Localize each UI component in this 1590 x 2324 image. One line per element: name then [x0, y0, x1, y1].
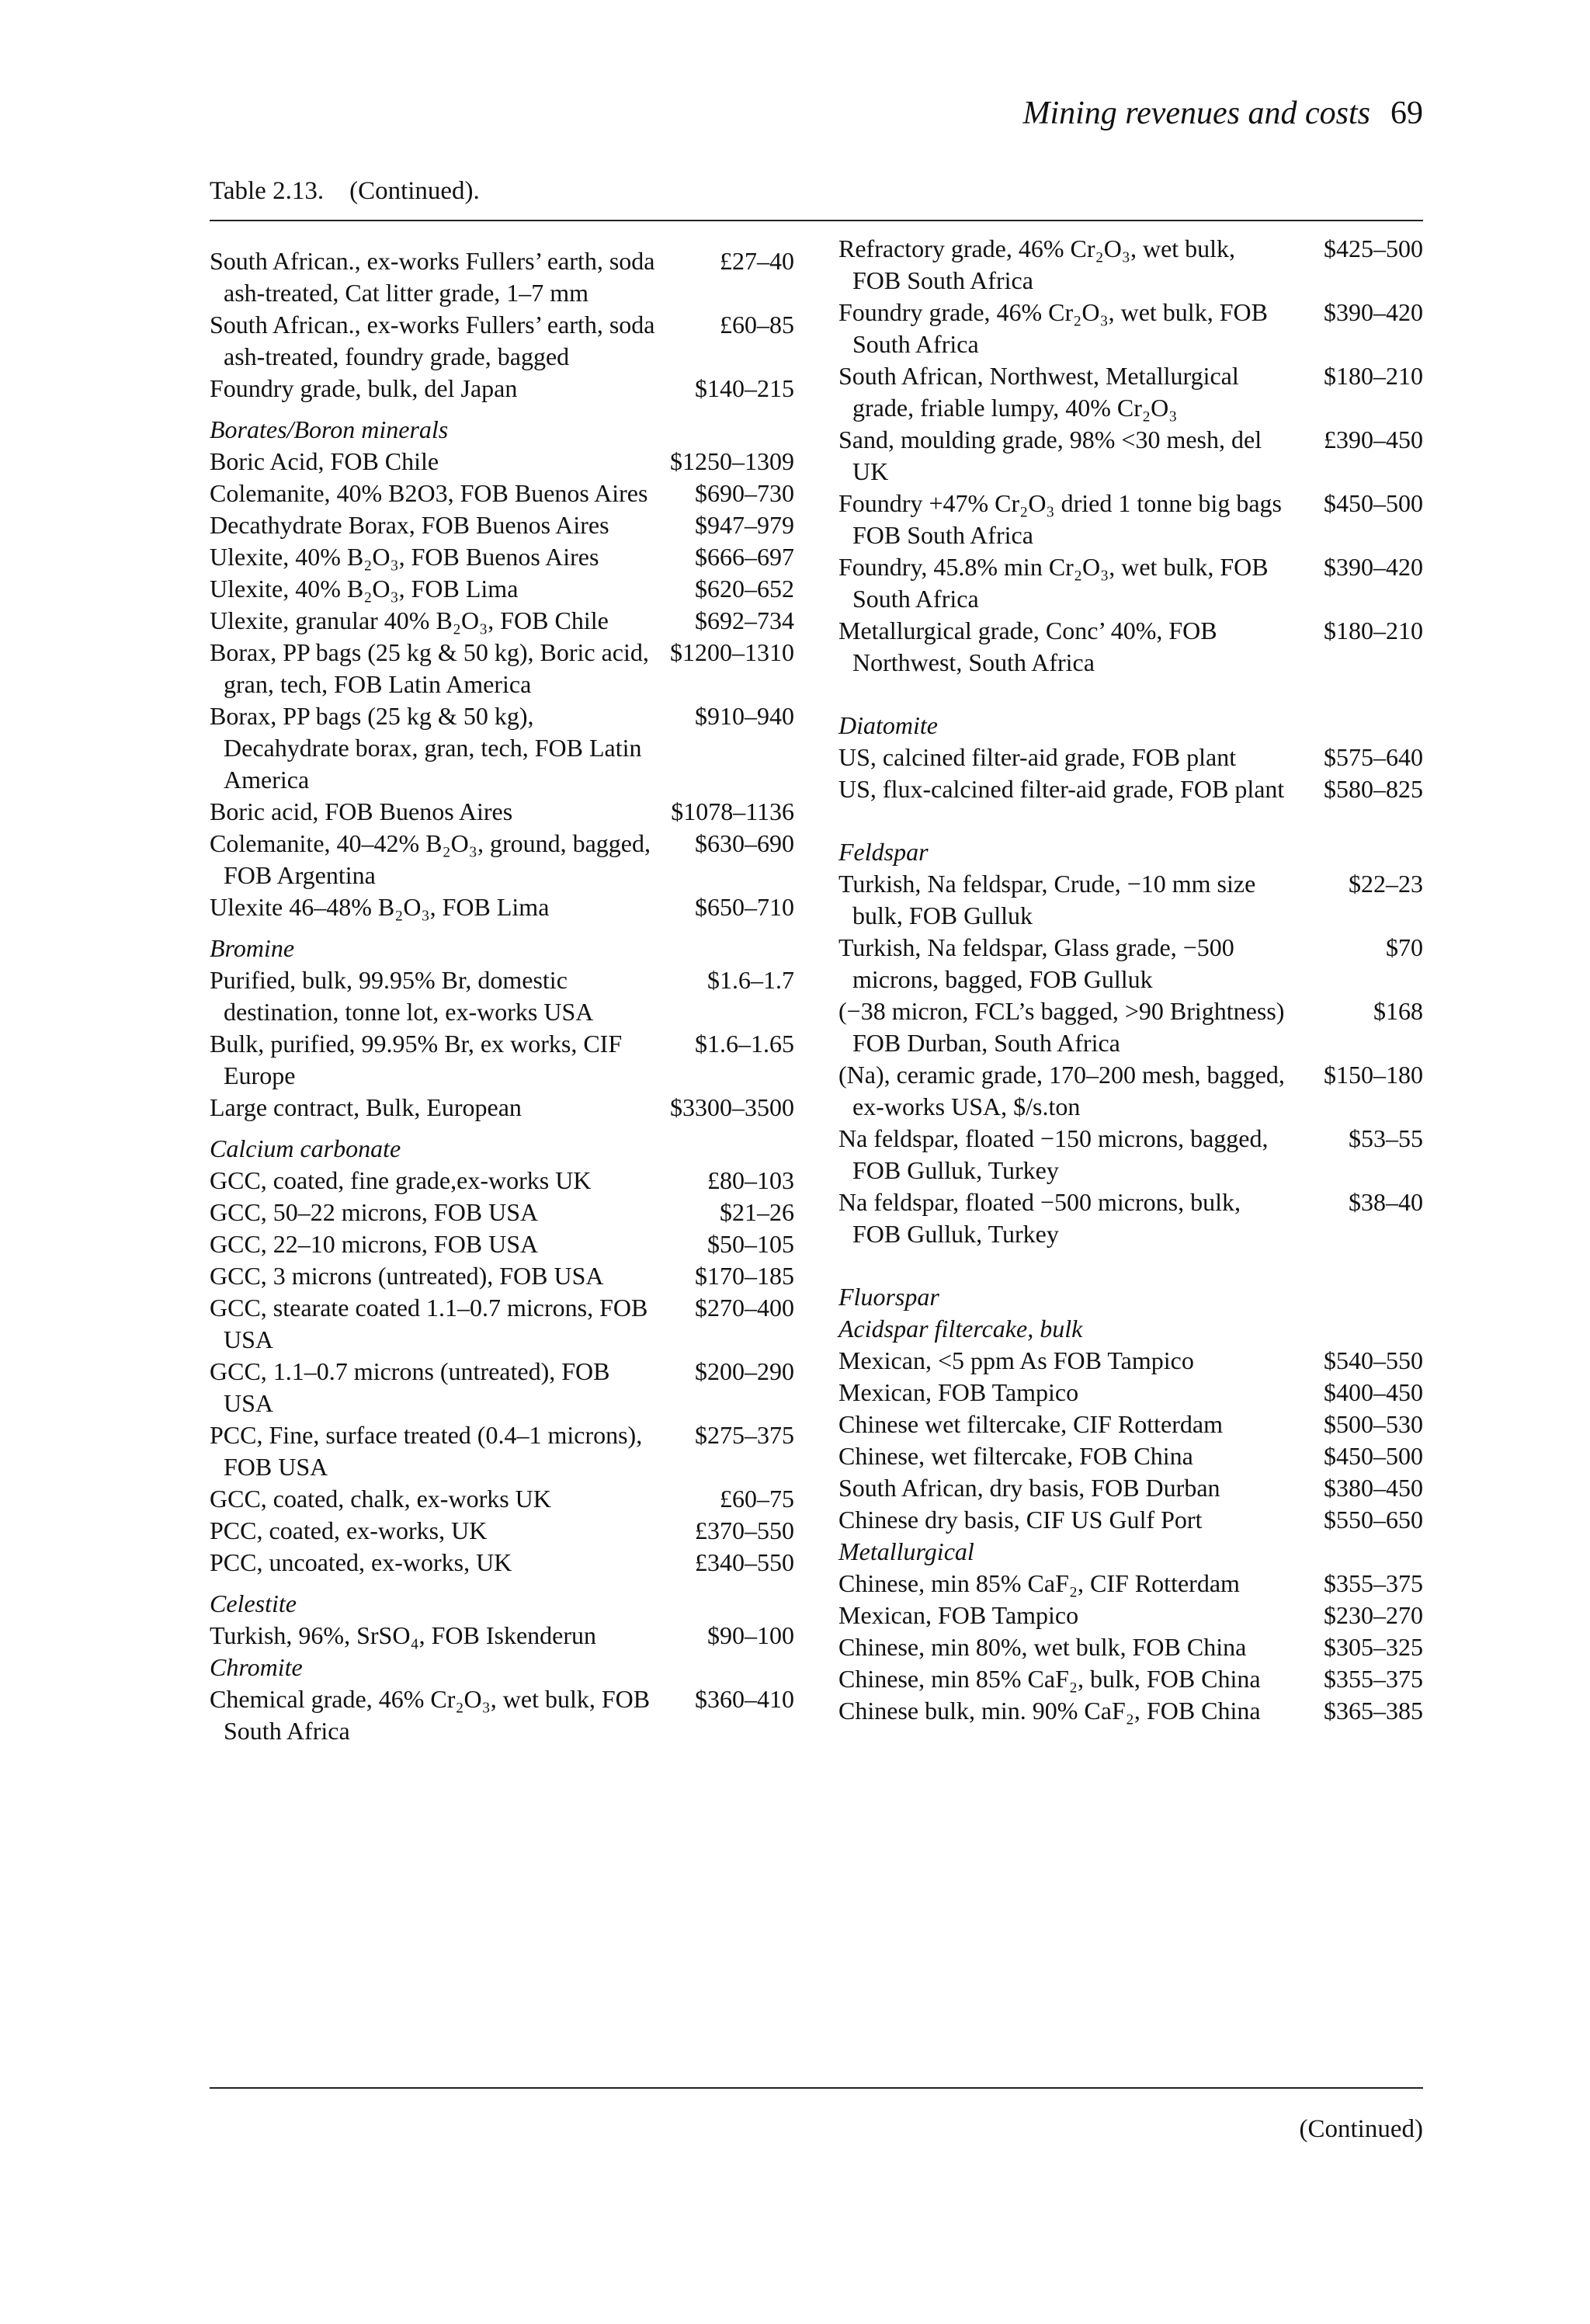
commodity-description: Chinese dry basis, CIF US Gulf Port	[838, 1506, 1203, 1534]
commodity-description: Mexican, FOB Tampico	[838, 1378, 1079, 1406]
commodity-description: GCC, stearate coated 1.1–0.7 microns, FOB USA	[210, 1294, 648, 1353]
table-row	[210, 309, 794, 373]
price-range: $355–375	[1324, 1665, 1423, 1693]
price-range: $1078–1136	[671, 797, 794, 825]
commodity-description: GCC, 22–10 microns, FOB USA	[210, 1230, 539, 1258]
table-row	[210, 637, 794, 700]
table-row	[838, 1059, 1423, 1123]
commodity-description: GCC, coated, fine grade,ex-works UK	[210, 1166, 592, 1194]
price-range: $140–215	[695, 374, 794, 402]
price-range: $360–410	[695, 1685, 794, 1713]
commodity-description: Chinese, min 80%, wet bulk, FOB China	[838, 1633, 1247, 1661]
price-range: $50–105	[707, 1230, 794, 1258]
table-row	[838, 1377, 1423, 1409]
price-range: £80–103	[707, 1166, 794, 1194]
price-range: $650–710	[695, 893, 794, 921]
price-range: $168	[1373, 997, 1423, 1025]
price-range: $947–979	[695, 511, 794, 539]
commodity-description: Foundry +47% Cr₂O₃ dried 1 tonne big bags FOB South Africa	[838, 489, 1282, 549]
category-heading: Bromine	[210, 934, 295, 962]
price-range: $150–180	[1324, 1061, 1423, 1089]
price-range: $450–500	[1324, 489, 1423, 517]
table-row	[210, 1028, 794, 1092]
table-row	[838, 360, 1423, 424]
price-range: $270–400	[695, 1294, 794, 1322]
price-range: $90–100	[707, 1621, 794, 1649]
table-bottom-rule	[210, 2087, 1423, 2089]
price-range: $3300–3500	[670, 1093, 794, 1121]
running-head-title: Mining revenues and costs	[1022, 96, 1370, 131]
table-row	[210, 964, 794, 1028]
running-head	[1022, 92, 1423, 135]
category-heading: Calcium carbonate	[210, 1134, 401, 1162]
table-row	[210, 1547, 794, 1579]
commodity-description: GCC, 3 microns (untreated), FOB USA	[210, 1262, 604, 1290]
table-row	[210, 1165, 794, 1197]
commodity-description: GCC, 1.1–0.7 microns (untreated), FOB USA	[210, 1357, 610, 1417]
table-row	[838, 773, 1423, 805]
price-range: $690–730	[695, 479, 794, 507]
price-range: $170–185	[695, 1262, 794, 1290]
price-range: $500–530	[1324, 1410, 1423, 1438]
price-range: £340–550	[695, 1548, 794, 1576]
price-range: $390–420	[1324, 298, 1423, 326]
table-row	[210, 1515, 794, 1547]
commodity-description: Chemical grade, 46% Cr₂O₃, wet bulk, FOB South Africa	[210, 1685, 651, 1745]
price-range: $1.6–1.65	[695, 1030, 794, 1058]
commodity-description: (Na), ceramic grade, 170–200 mesh, bagged, ex-works USA, $/s.ton	[838, 1061, 1285, 1120]
table-row	[838, 742, 1423, 773]
category-heading: Diatomite	[838, 711, 938, 739]
commodity-description: Na feldspar, floated −500 microns, bulk, FOB Gulluk, Turkey	[838, 1188, 1241, 1248]
table-row	[838, 1472, 1423, 1504]
commodity-description: Boric acid, FOB Buenos Aires	[210, 797, 513, 825]
price-range: $1250–1309	[670, 447, 794, 475]
table-label: Table 2.13.	[210, 177, 325, 205]
price-range: $575–640	[1324, 743, 1423, 771]
price-range: £27–40	[720, 247, 794, 275]
price-range: $365–385	[1324, 1697, 1423, 1725]
table-row	[210, 541, 794, 573]
price-range: $21–26	[720, 1198, 794, 1226]
table-row	[838, 1568, 1423, 1600]
table-row	[838, 932, 1423, 995]
commodity-description: PCC, uncoated, ex-works, UK	[210, 1548, 512, 1576]
price-range: $540–550	[1324, 1346, 1423, 1374]
continued-footer: (Continued)	[1299, 2115, 1423, 2143]
table-row	[210, 446, 794, 478]
commodity-description: Boric Acid, FOB Chile	[210, 447, 439, 475]
table-row	[210, 1092, 794, 1124]
commodity-description: PCC, coated, ex-works, UK	[210, 1516, 488, 1544]
price-range: $230–270	[1324, 1601, 1423, 1629]
price-range: $53–55	[1349, 1124, 1423, 1152]
commodity-description: Colemanite, 40–42% B₂O₃, ground, bagged, FOB Argentina	[210, 829, 651, 889]
commodity-description: Refractory grade, 46% Cr₂O₃, wet bulk, FOB South Africa	[838, 234, 1236, 294]
table-row	[838, 1631, 1423, 1663]
table-row	[838, 488, 1423, 551]
table-row	[838, 1409, 1423, 1440]
price-range: £370–550	[695, 1516, 794, 1544]
commodity-description: South African., ex-works Fullers’ earth, soda ash-treated, Cat litter grade, 1–7 mm	[210, 247, 655, 307]
table-row	[838, 1695, 1423, 1727]
table-row	[210, 796, 794, 828]
commodity-description: Borax, PP bags (25 kg & 50 kg), Decahydrate borax, gran, tech, FOB Latin America	[210, 702, 642, 794]
commodity-description: (−38 micron, FCL’s bagged, >90 Brightness) FOB Durban, South Africa	[838, 997, 1285, 1057]
commodity-description: Purified, bulk, 99.95% Br, domestic destination, tonne lot, ex-works USA	[210, 966, 594, 1026]
commodity-description: US, flux-calcined filter-aid grade, FOB plant	[838, 775, 1285, 803]
table-row	[210, 245, 794, 309]
commodity-description: Ulexite 46–48% B₂O₃, FOB Lima	[210, 893, 550, 921]
commodity-description: US, calcined filter-aid grade, FOB plant	[838, 743, 1237, 771]
commodity-description: Chinese bulk, min. 90% CaF₂, FOB China	[838, 1697, 1261, 1725]
price-range: $630–690	[695, 829, 794, 857]
category-heading: Feldspar	[838, 838, 929, 866]
table-row	[210, 1683, 794, 1747]
commodity-description: Sand, moulding grade, 98% <30 mesh, del UK	[838, 426, 1262, 485]
table-row	[210, 605, 794, 637]
right-column	[838, 233, 1423, 1727]
price-range: $425–500	[1324, 234, 1423, 262]
category-heading: Acidspar filtercake, bulk	[838, 1315, 1083, 1343]
commodity-description: PCC, Fine, surface treated (0.4–1 microns), FOB USA	[210, 1421, 643, 1481]
table-row	[210, 1260, 794, 1292]
commodity-description: Chinese, min 85% CaF₂, CIF Rotterdam	[838, 1569, 1240, 1597]
commodity-description: Borax, PP bags (25 kg & 50 kg), Boric acid, gran, tech, FOB Latin America	[210, 638, 649, 698]
commodity-description: Chinese, min 85% CaF₂, bulk, FOB China	[838, 1665, 1261, 1693]
table-row	[838, 1663, 1423, 1695]
commodity-description: Na feldspar, floated −150 microns, bagged, FOB Gulluk, Turkey	[838, 1124, 1269, 1184]
table-row	[210, 1620, 794, 1652]
table-row	[210, 1197, 794, 1228]
price-range: $666–697	[695, 543, 794, 571]
commodity-description: Ulexite, 40% B₂O₃, FOB Lima	[210, 575, 519, 603]
category-heading: Borates/Boron minerals	[210, 415, 449, 443]
price-range: $390–420	[1324, 553, 1423, 581]
table-row	[210, 373, 794, 405]
table-row	[210, 478, 794, 509]
price-range: $910–940	[695, 702, 794, 730]
table-top-rule	[210, 220, 1423, 221]
table-row	[838, 297, 1423, 360]
commodity-description: South African., ex-works Fullers’ earth, soda ash-treated, foundry grade, bagged	[210, 311, 655, 370]
table-row	[210, 1419, 794, 1483]
price-range: $692–734	[695, 606, 794, 634]
commodity-description: Turkish, 96%, SrSO₄, FOB Iskenderun	[210, 1621, 597, 1649]
commodity-description: Foundry grade, 46% Cr₂O₃, wet bulk, FOB South Africa	[838, 298, 1268, 358]
table-caption	[210, 172, 480, 210]
commodity-description: Metallurgical grade, Conc’ 40%, FOB Northwest, South Africa	[838, 617, 1217, 676]
category-heading: Chromite	[210, 1653, 303, 1681]
page-number: 69	[1390, 96, 1423, 131]
price-range: $275–375	[695, 1421, 794, 1449]
commodity-description: Large contract, Bulk, European	[210, 1093, 522, 1121]
commodity-description: Colemanite, 40% B2O3, FOB Buenos Aires	[210, 479, 648, 507]
table-row	[210, 1292, 794, 1356]
commodity-description: GCC, coated, chalk, ex-works UK	[210, 1485, 551, 1513]
price-range: $400–450	[1324, 1378, 1423, 1406]
commodity-description: Ulexite, granular 40% B₂O₃, FOB Chile	[210, 606, 609, 634]
table-row	[838, 424, 1423, 488]
table-row	[210, 509, 794, 541]
price-range: $1200–1310	[670, 638, 794, 666]
commodity-description: Decathydrate Borax, FOB Buenos Aires	[210, 511, 609, 539]
category-heading: Fluorspar	[838, 1283, 939, 1311]
price-range: £60–75	[720, 1485, 794, 1513]
commodity-description: Chinese wet filtercake, CIF Rotterdam	[838, 1410, 1223, 1438]
commodity-description: Turkish, Na feldspar, Glass grade, −500 microns, bagged, FOB Gulluk	[838, 933, 1234, 993]
commodity-description: Mexican, <5 ppm As FOB Tampico	[838, 1346, 1194, 1374]
table-row	[838, 1123, 1423, 1186]
table-row	[210, 700, 794, 796]
table-row	[210, 828, 794, 891]
commodity-description: Foundry grade, bulk, del Japan	[210, 374, 518, 402]
price-range: $22–23	[1349, 870, 1423, 898]
price-range: $355–375	[1324, 1569, 1423, 1597]
table-row	[838, 1186, 1423, 1250]
table-row	[838, 1504, 1423, 1536]
commodity-description: South African, dry basis, FOB Durban	[838, 1474, 1220, 1502]
price-range: $450–500	[1324, 1442, 1423, 1470]
table-row	[838, 615, 1423, 679]
commodity-description: Chinese, wet filtercake, FOB China	[838, 1442, 1193, 1470]
price-range: £60–85	[720, 311, 794, 339]
commodity-description: South African, Northwest, Metallurgical grade, friable lumpy, 40% Cr₂O₃	[838, 362, 1239, 422]
table-row	[838, 1440, 1423, 1472]
commodity-description: Ulexite, 40% B₂O₃, FOB Buenos Aires	[210, 543, 599, 571]
table-row	[210, 573, 794, 605]
commodity-description: Foundry, 45.8% min Cr₂O₃, wet bulk, FOB South Africa	[838, 553, 1269, 613]
commodity-description: Turkish, Na feldspar, Crude, −10 mm size bulk, FOB Gulluk	[838, 870, 1256, 929]
price-range: $620–652	[695, 575, 794, 603]
table-row	[838, 233, 1423, 297]
price-range: $38–40	[1349, 1188, 1423, 1216]
price-range: £390–450	[1324, 426, 1423, 453]
table-row	[838, 995, 1423, 1059]
table-row	[838, 868, 1423, 932]
table-row	[210, 1483, 794, 1515]
table-row	[838, 551, 1423, 615]
price-range: $1.6–1.7	[707, 966, 794, 994]
table-row	[210, 1356, 794, 1419]
price-range: $305–325	[1324, 1633, 1423, 1661]
table-row	[210, 1228, 794, 1260]
price-range: $550–650	[1324, 1506, 1423, 1534]
price-range: $200–290	[695, 1357, 794, 1385]
table-row	[210, 891, 794, 923]
category-heading: Metallurgical	[838, 1537, 974, 1565]
commodity-description: Bulk, purified, 99.95% Br, ex works, CIF Europe	[210, 1030, 623, 1089]
left-column	[210, 245, 794, 1747]
price-range: $180–210	[1324, 362, 1423, 390]
category-heading: Celestite	[210, 1589, 297, 1617]
commodity-description: GCC, 50–22 microns, FOB USA	[210, 1198, 539, 1226]
commodity-description: Mexican, FOB Tampico	[838, 1601, 1079, 1629]
price-range: $70	[1386, 933, 1423, 961]
table-row	[838, 1345, 1423, 1377]
price-range: $580–825	[1324, 775, 1423, 803]
table-row	[838, 1600, 1423, 1631]
table-continued-note: (Continued).	[349, 177, 480, 205]
price-range: $180–210	[1324, 617, 1423, 644]
price-range: $380–450	[1324, 1474, 1423, 1502]
